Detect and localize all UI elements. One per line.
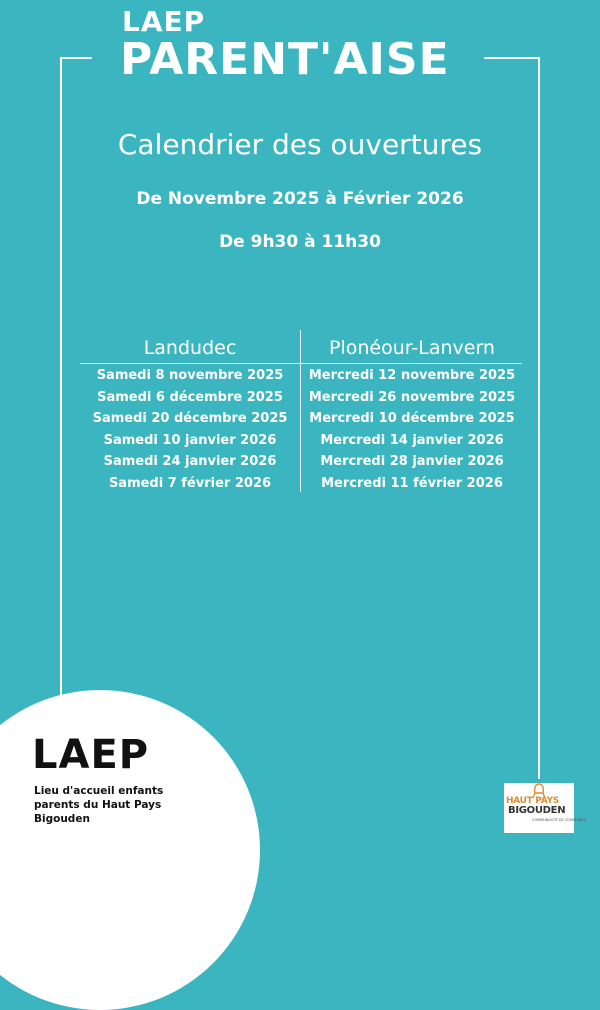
list-item: Samedi 6 décembre 2025 [97,389,283,405]
list-item: Samedi 10 janvier 2026 [103,432,277,448]
list-item: Mercredi 10 décembre 2025 [309,411,515,427]
frame-top-left [60,57,92,59]
list-item: Mercredi 12 novembre 2025 [308,368,516,383]
page-title: Calendrier des ouvertures [117,128,483,161]
list-item: Mercredi 14 janvier 2026 [320,432,504,448]
list-item: Mercredi 11 février 2026 [321,475,503,491]
frame-right [538,57,540,779]
list-item: Samedi 24 janvier 2026 [103,454,277,470]
column-divider [300,330,301,492]
brand-small: LAEP [122,5,206,38]
list-item: Samedi 8 novembre 2025 [96,368,284,383]
haut-pays-bigouden-logo [504,783,586,833]
laep-logo: LAEP [32,732,150,778]
list-item: Samedi 20 décembre 2025 [92,411,288,427]
list-item: Mercredi 28 janvier 2026 [320,454,504,470]
column-header: Landudec [143,337,237,359]
schedule-column-landudec [80,338,300,495]
brand-title: PARENT'AISE [120,34,450,85]
laep-description: Lieu d'accueil enfants parents du Haut Pays Bigouden [34,785,164,825]
date-list [80,365,300,495]
partner-word3: COMMUNAUTÉ DE COMMUNES [532,818,586,822]
period: De Novembre 2025 à Février 2026 [136,189,464,209]
partner-word1: HAUT PAYS [506,796,559,806]
frame-top-right [484,57,540,59]
partner-word2: BIGOUDEN [508,805,566,816]
date-list [302,365,522,495]
list-item: Mercredi 26 novembre 2025 [308,389,516,405]
column-header: Plonéour-Lanvern [329,337,495,359]
schedule-column-ploneour [302,338,522,495]
hours: De 9h30 à 11h30 [219,232,381,252]
list-item: Samedi 7 février 2026 [108,475,272,491]
